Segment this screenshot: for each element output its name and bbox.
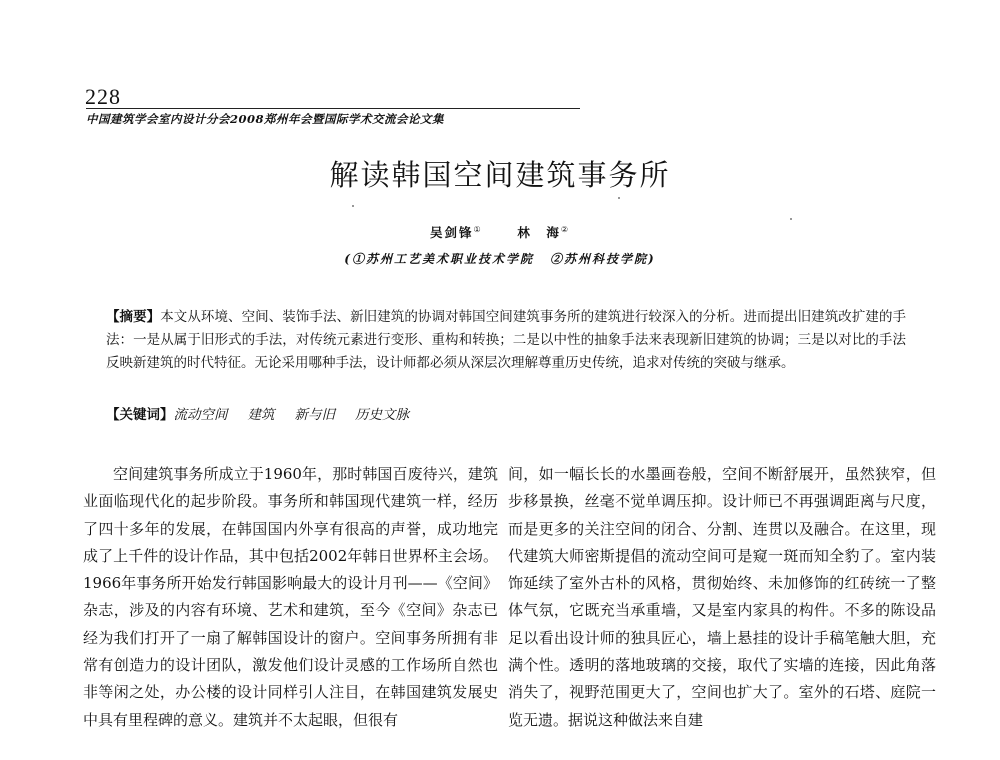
body-column-right: 间，如一幅长长的水墨画卷般，空间不断舒展开，虽然狭窄，但步移景换，丝毫不觉单调压抑。设计师已不再强调距离与尺度，而是更多的关注空间的闭合、分割、连贯以及融合。在这里，现代建筑大师密斯提倡的流动空间可是窥一斑而知全豹了。室内装饰延续了室外古朴的风格，贯彻始终、未加修饰的红砖统一了整体气氛，它既充当承重墙，又是室内家具的构件。不多的陈设品足以看出设计师的独具匠心，墙上悬挂的设计手稿笔触大胆，充满个性。透明的落地玻璃的交接，取代了实墙的连接，因此角落消失了，视野范围更大了，空间也扩大了。室外的石塔、庭院一览无遗。据说这种做法来自建 bbox=[508, 465, 936, 729]
keyword: 流动空间 bbox=[173, 407, 228, 423]
affiliation-open-paren: ( bbox=[344, 252, 352, 266]
abstract bbox=[106, 306, 906, 375]
keyword: 历史文脉 bbox=[355, 407, 409, 423]
keyword: 新与旧 bbox=[294, 407, 335, 423]
keywords bbox=[106, 404, 906, 427]
scan-speck bbox=[352, 205, 354, 207]
author-line bbox=[0, 223, 1000, 241]
paper-title: 解读韩国空间建筑事务所 bbox=[329, 158, 671, 192]
abstract-text: 本文从环境、空间、装饰手法、新旧建筑的协调对韩国空间建筑事务所的建筑进行较深入的分析。进而提出旧建筑改扩建的手法：一是从属于旧形式的手法，对传统元素进行变形、重构和转换；二是以中性的抽象手法来表现新旧建筑的协调；三是以对比的手法反映新建筑的时代特征。无论采用哪种手法，设计师都必须从深层次理解尊重历史传统，追求对传统的突破与继承。 bbox=[106, 309, 907, 371]
running-header: 中国建筑学会室内设计分会2008郑州年会暨国际学术交流会论文集 bbox=[86, 108, 580, 127]
keyword: 建筑 bbox=[247, 407, 275, 423]
scan-speck bbox=[618, 197, 620, 199]
author-affiliation-mark: ① bbox=[473, 224, 483, 234]
body-column-left: 空间建筑事务所成立于1960年，那时韩国百废待兴，建筑业面临现代化的起步阶段。事务所和韩国现代建筑一样，经历了四十多年的发展，在韩国国内外享有很高的声誉，成功地完成了上千件的设计作品，其中包括2002年韩日世界杯主会场。1966年事务所开始发行韩国影响最大的设计月刊——《空间》杂志，涉及的内容有环境、艺术和建筑，至今《空间》杂志已经为我们打开了一扇了解韩国设计的窗户。空间事务所拥有非常有创造力的设计团队，激发他们设计灵感的工作场所自然也非等闲之处，办公楼的设计同样引人注目，在韩国建筑发展史中具有里程碑的意义。建筑并不太起眼，但很有 bbox=[83, 465, 498, 729]
author-affiliation-mark: ② bbox=[560, 224, 571, 234]
affiliation-close-paren: ) bbox=[648, 252, 656, 266]
author-name: 吴剑锋 bbox=[429, 225, 474, 240]
affiliation-line bbox=[0, 250, 1000, 267]
affiliation: ①苏州工艺美术职业技术学院 bbox=[351, 252, 534, 266]
abstract-label: 【摘要】 bbox=[106, 309, 161, 325]
scan-speck bbox=[790, 218, 792, 220]
page-number: 228 bbox=[85, 84, 121, 109]
keywords-label: 【关键词】 bbox=[106, 407, 174, 423]
author-name: 林 海 bbox=[517, 225, 561, 240]
affiliation: ②苏州科技学院 bbox=[550, 252, 649, 266]
